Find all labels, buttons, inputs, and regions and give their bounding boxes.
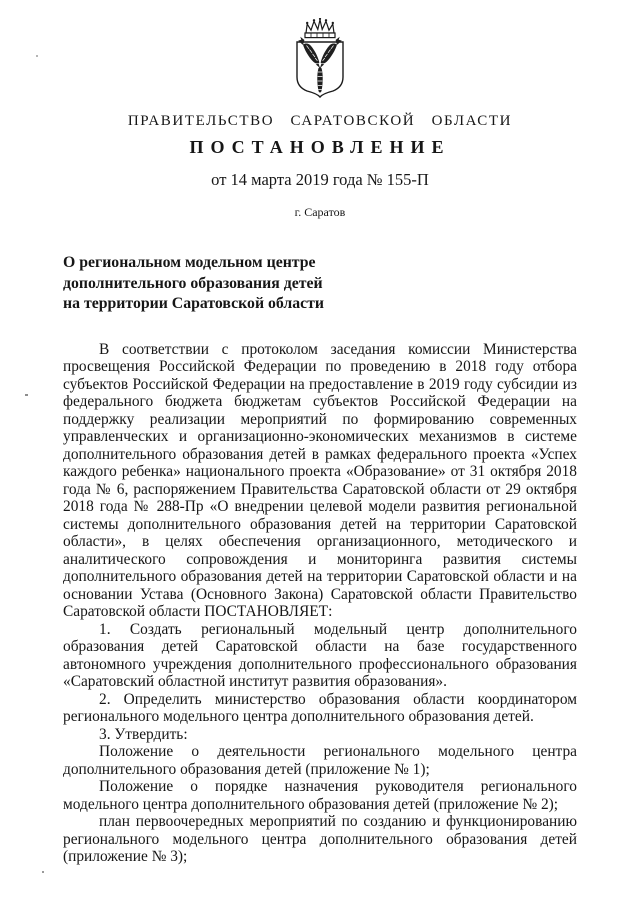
scan-artifact <box>42 871 44 873</box>
document-type-heading: ПОСТАНОВЛЕНИЕ <box>189 137 451 157</box>
emblem-container <box>0 0 640 100</box>
body-paragraph-item-3: 3. Утвердить: <box>99 725 188 743</box>
document-subject-title <box>63 253 577 315</box>
body-paragraph-preamble: В соответствии с протоколом заседания комиссии Министерства просвещения Российской Федерации по проведению в 2018 году отбора субъектов Российской Федерации на предоставление в 2019 году субсидии из федерального бюджета бюджетам субъектов Российской Федерации на поддержку реализации мероприятий по формированию современных управленческих и организационно-экономических механизмов в системе дополнительного образования детей в рамках федерального проекта «Успех каждого ребенка» национального проекта «Образование» от 31 октября 2018 года № 6, распоряжением Правительства Саратовской области от 29 октября 2018 года № 288-Пр «О внедрении целевой модели развития региональной системы дополнительного образования детей на территории Саратовской области», в целях обеспечения организационного, методического и аналитического сопровождения и мониторинга развития системы дополнительного образования детей на территории Саратовской области и на основании Устава (Основного Закона) Саратовской области Правительство Саратовской области ПОСТАНОВЛЯЕТ: <box>63 340 577 620</box>
body-paragraph-annex-1: Положение о деятельности регионального модельного центра дополнительного образования детей (приложение № 1); <box>63 743 577 778</box>
body-paragraph-annex-2: Положение о порядке назначения руководителя регионального модельного центра дополнительного образования детей (приложение № 2); <box>63 778 577 813</box>
institution-name: ПРАВИТЕЛЬСТВО САРАТОВСКОЙ ОБЛАСТИ <box>127 113 513 129</box>
title-line-2: дополнительного образования детей <box>63 274 323 292</box>
title-line-1: О региональном модельном центре <box>63 254 316 271</box>
scan-artifact <box>36 55 38 57</box>
document-city: г. Саратов <box>294 205 346 219</box>
document-date-number: от 14 марта 2019 года № 155-П <box>211 170 429 189</box>
body-paragraph-item-1: 1. Создать региональный модельный центр дополнительного образования детей Саратовской области на базе государственного автономного учреждения дополнительного профессионального образования «Саратовский областной институт развития образования». <box>63 620 577 690</box>
document-body <box>63 341 577 866</box>
saratov-coat-of-arms-icon <box>282 18 358 100</box>
title-line-3: на территории Саратовской области <box>63 295 325 312</box>
body-paragraph-item-2: 2. Определить министерство образования области координатором регионального модельного центра дополнительного образования детей. <box>63 690 577 725</box>
scan-artifact <box>25 394 28 396</box>
body-paragraph-annex-3: план первоочередных мероприятий по созданию и функционированию регионального модельного центра дополнительного образования детей (приложение № 3); <box>63 813 577 865</box>
